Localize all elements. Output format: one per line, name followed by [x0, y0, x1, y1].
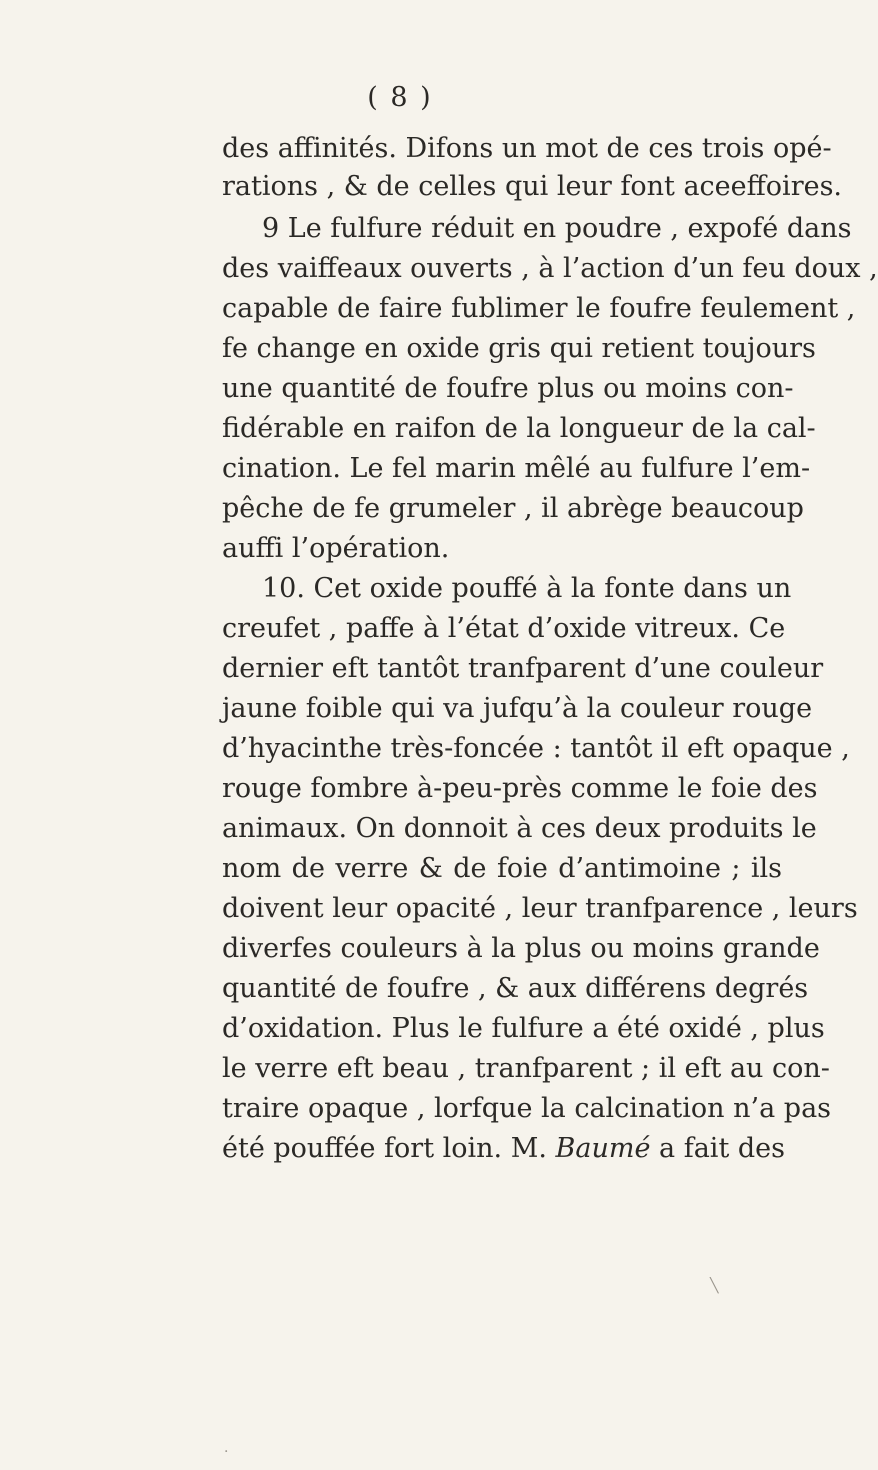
text-line: cination. Le fel marin mêlé au fulfure l’em-: [222, 453, 811, 484]
text-line: traire opaque , lorfque la calcination n’a pas: [222, 1093, 832, 1124]
text-line: creufet , paffe à l’état d’oxide vitreux. Ce: [222, 613, 786, 644]
text-line: d’oxidation. Plus le fulfure a été oxidé , plus: [222, 1013, 825, 1044]
text-line: auffi l’opération.: [222, 533, 450, 564]
text-line: nom de verre & de foie d’antimoine ; ils: [222, 853, 782, 884]
text-line: rouge fombre à-peu-près comme le foie des: [222, 773, 818, 804]
text-line: capable de faire fublimer le foufre feulement ,: [222, 293, 856, 324]
paper-speck-mark: ╲: [710, 1278, 719, 1294]
text-line: fe change en oxide gris qui retient toujours: [222, 333, 816, 364]
text-line: d’hyacinthe très-foncée : tantôt il eft opaque ,: [222, 733, 850, 764]
text-line: des vaiffeaux ouverts , à l’action d’un feu doux ,: [222, 253, 878, 284]
page-number: ( 8 ): [367, 82, 433, 113]
text-line: une quantité de foufre plus ou moins con-: [222, 373, 794, 404]
paper-speck-mark: ·: [224, 1444, 229, 1460]
text-line: des affinités. Difons un mot de ces trois opé-: [222, 133, 832, 164]
text-line: doivent leur opacité , leur tranfparence , leurs: [222, 893, 858, 924]
text-line: été pouffée fort loin. M. Baumé a fait des: [222, 1133, 785, 1164]
text-line: jaune foible qui va jufqu’à la couleur rouge: [222, 693, 813, 724]
paragraph-9-start: 9 Le fulfure réduit en poudre , expofé dans: [262, 213, 852, 244]
paragraph-10-start: 10. Cet oxide pouffé à la fonte dans un: [262, 573, 792, 604]
text-line: fidérable en raifon de la longueur de la cal-: [222, 413, 816, 444]
text-line: rations , & de celles qui leur font aceeffoires.: [222, 171, 843, 202]
text-line: quantité de foufre , & aux différens degrés: [222, 973, 809, 1004]
text-line: le verre eft beau , tranfparent ; il eft au con-: [222, 1053, 830, 1084]
italic-name: Baumé: [555, 1133, 651, 1164]
text-line: animaux. On donnoit à ces deux produits le: [222, 813, 817, 844]
text-line: dernier eft tantôt tranfparent d’une couleur: [222, 653, 824, 684]
text-line: pêche de fe grumeler , il abrège beaucoup: [222, 493, 804, 524]
text-line: diverfes couleurs à la plus ou moins grande: [222, 933, 820, 964]
